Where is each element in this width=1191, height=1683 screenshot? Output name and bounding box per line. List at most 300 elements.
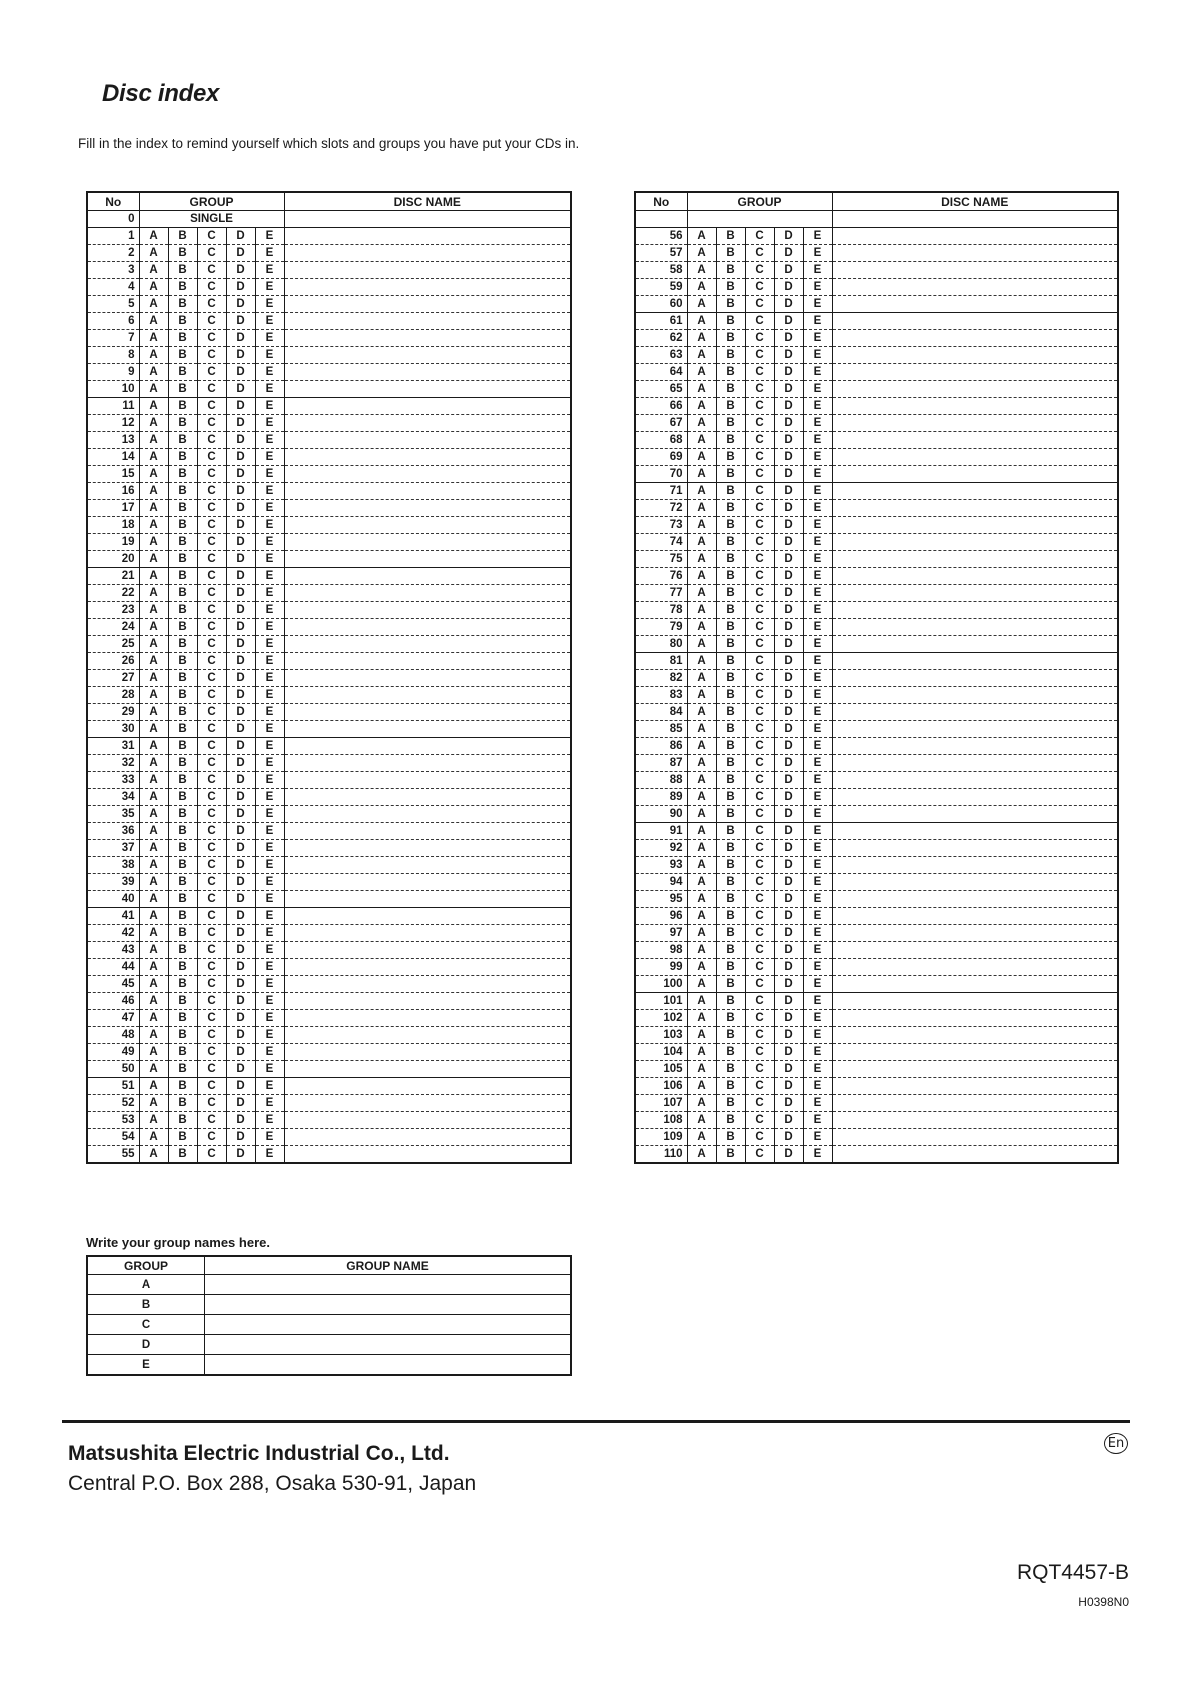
group-option-b[interactable]: B [168,993,197,1010]
group-option-b[interactable]: B [168,1044,197,1061]
disc-name-field[interactable] [832,670,1118,687]
group-option-c[interactable]: C [745,1044,774,1061]
disc-name-field[interactable] [284,874,571,891]
group-option-c[interactable]: C [197,1061,226,1078]
group-option-d[interactable]: D [226,772,255,789]
group-option-a[interactable]: A [687,704,716,721]
group-option-c[interactable]: C [745,381,774,398]
group-option-d[interactable]: D [226,398,255,415]
group-option-e[interactable]: E [803,908,832,925]
group-option-c[interactable]: C [197,1027,226,1044]
group-option-e[interactable]: E [803,789,832,806]
group-option-a[interactable]: A [139,1027,168,1044]
group-option-b[interactable]: B [716,1095,745,1112]
group-option-a[interactable]: A [687,296,716,313]
group-option-d[interactable]: D [226,483,255,500]
group-option-e[interactable]: E [803,857,832,874]
group-option-c[interactable]: C [197,738,226,755]
group-option-d[interactable]: D [226,908,255,925]
group-option-b[interactable]: B [716,959,745,976]
group-option-b[interactable]: B [168,364,197,381]
group-option-c[interactable]: C [197,959,226,976]
group-option-b[interactable]: B [168,636,197,653]
group-option-a[interactable]: A [687,993,716,1010]
group-option-e[interactable]: E [255,959,284,976]
disc-name-field[interactable] [832,959,1118,976]
group-option-e[interactable]: E [255,976,284,993]
group-option-e[interactable]: E [803,517,832,534]
disc-name-field[interactable] [284,891,571,908]
group-option-d[interactable]: D [774,330,803,347]
group-option-d[interactable]: D [226,1078,255,1095]
group-option-c[interactable]: C [745,296,774,313]
group-option-c[interactable]: C [745,500,774,517]
group-option-b[interactable]: B [716,330,745,347]
disc-name-field[interactable] [284,534,571,551]
group-option-b[interactable]: B [716,1078,745,1095]
group-option-c[interactable]: C [745,1112,774,1129]
group-option-e[interactable]: E [803,874,832,891]
group-option-a[interactable]: A [139,806,168,823]
group-option-a[interactable]: A [687,1146,716,1164]
group-option-e[interactable]: E [803,551,832,568]
group-option-a[interactable]: A [687,789,716,806]
group-option-b[interactable]: B [716,279,745,296]
group-option-e[interactable]: E [803,670,832,687]
group-option-d[interactable]: D [774,891,803,908]
group-option-e[interactable]: E [803,1129,832,1146]
group-option-d[interactable]: D [774,670,803,687]
disc-name-field[interactable] [284,1095,571,1112]
group-option-e[interactable]: E [255,466,284,483]
group-option-b[interactable]: B [716,602,745,619]
group-option-d[interactable]: D [226,602,255,619]
group-option-b[interactable]: B [716,568,745,585]
group-option-a[interactable]: A [687,942,716,959]
group-option-c[interactable]: C [197,1010,226,1027]
group-option-a[interactable]: A [687,245,716,262]
group-option-b[interactable]: B [168,619,197,636]
group-option-d[interactable]: D [774,500,803,517]
group-option-c[interactable]: C [745,313,774,330]
group-option-d[interactable]: D [226,823,255,840]
group-option-e[interactable]: E [255,636,284,653]
group-option-a[interactable]: A [687,517,716,534]
disc-name-field[interactable] [832,857,1118,874]
group-option-e[interactable]: E [255,874,284,891]
group-option-a[interactable]: A [687,381,716,398]
disc-name-field[interactable] [284,585,571,602]
disc-name-field[interactable] [284,415,571,432]
disc-name-field[interactable] [832,636,1118,653]
disc-name-field[interactable] [832,347,1118,364]
group-option-b[interactable]: B [168,908,197,925]
group-option-a[interactable]: A [139,1146,168,1164]
group-option-a[interactable]: A [687,1129,716,1146]
group-option-e[interactable]: E [803,925,832,942]
group-option-a[interactable]: A [687,398,716,415]
group-option-e[interactable]: E [803,891,832,908]
group-option-b[interactable]: B [716,585,745,602]
group-option-c[interactable]: C [745,551,774,568]
group-option-e[interactable]: E [255,313,284,330]
group-option-c[interactable]: C [745,772,774,789]
group-option-e[interactable]: E [255,449,284,466]
group-option-a[interactable]: A [687,636,716,653]
group-option-d[interactable]: D [226,585,255,602]
group-option-e[interactable]: E [803,755,832,772]
disc-name-field[interactable] [832,925,1118,942]
group-option-b[interactable]: B [716,823,745,840]
group-option-b[interactable]: B [168,806,197,823]
group-option-d[interactable]: D [774,1129,803,1146]
group-option-c[interactable]: C [745,364,774,381]
group-option-d[interactable]: D [774,1112,803,1129]
group-option-c[interactable]: C [197,500,226,517]
group-option-c[interactable]: C [197,772,226,789]
group-option-a[interactable]: A [687,857,716,874]
group-option-b[interactable]: B [716,262,745,279]
group-option-e[interactable]: E [803,1010,832,1027]
group-option-e[interactable]: E [803,1112,832,1129]
group-option-a[interactable]: A [687,1061,716,1078]
group-option-d[interactable]: D [226,449,255,466]
group-option-a[interactable]: A [687,330,716,347]
group-option-c[interactable]: C [197,1146,226,1164]
group-option-b[interactable]: B [168,245,197,262]
disc-name-field[interactable] [832,738,1118,755]
group-option-e[interactable]: E [255,1095,284,1112]
group-option-a[interactable]: A [139,908,168,925]
disc-name-field[interactable] [832,1129,1118,1146]
group-option-c[interactable]: C [745,823,774,840]
group-option-e[interactable]: E [255,551,284,568]
group-option-c[interactable]: C [745,415,774,432]
group-option-e[interactable]: E [255,1078,284,1095]
group-option-a[interactable]: A [687,262,716,279]
disc-name-field[interactable] [284,772,571,789]
disc-name-field[interactable] [832,262,1118,279]
disc-name-field[interactable] [284,398,571,415]
disc-name-field[interactable] [284,483,571,500]
group-option-b[interactable]: B [168,432,197,449]
group-option-a[interactable]: A [139,1010,168,1027]
group-option-a[interactable]: A [139,245,168,262]
disc-name-field[interactable] [284,381,571,398]
disc-name-field[interactable] [284,1078,571,1095]
group-option-b[interactable]: B [716,857,745,874]
group-option-d[interactable]: D [226,636,255,653]
group-option-d[interactable]: D [774,687,803,704]
group-option-a[interactable]: A [139,1044,168,1061]
group-option-d[interactable]: D [226,891,255,908]
group-option-a[interactable]: A [687,738,716,755]
group-option-a[interactable]: A [687,279,716,296]
group-option-b[interactable]: B [716,364,745,381]
group-option-e[interactable]: E [803,534,832,551]
group-option-a[interactable]: A [139,619,168,636]
group-option-e[interactable]: E [803,653,832,670]
disc-name-field[interactable] [284,347,571,364]
group-option-b[interactable]: B [716,1112,745,1129]
group-option-b[interactable]: B [168,415,197,432]
group-option-e[interactable]: E [803,976,832,993]
disc-name-field[interactable] [832,500,1118,517]
disc-name-field[interactable] [832,568,1118,585]
disc-name-field[interactable] [832,1095,1118,1112]
group-option-a[interactable]: A [139,585,168,602]
group-option-b[interactable]: B [168,1027,197,1044]
group-option-d[interactable]: D [226,279,255,296]
group-option-c[interactable]: C [197,925,226,942]
group-option-a[interactable]: A [139,330,168,347]
group-option-b[interactable]: B [168,942,197,959]
group-option-c[interactable]: C [197,449,226,466]
disc-name-field[interactable] [832,619,1118,636]
group-option-d[interactable]: D [226,517,255,534]
group-option-d[interactable]: D [774,432,803,449]
group-option-b[interactable]: B [716,432,745,449]
group-option-b[interactable]: B [168,1061,197,1078]
group-option-a[interactable]: A [687,908,716,925]
group-option-c[interactable]: C [745,534,774,551]
group-option-a[interactable]: A [139,1061,168,1078]
group-option-c[interactable]: C [197,908,226,925]
disc-name-field[interactable] [832,415,1118,432]
group-option-d[interactable]: D [774,721,803,738]
group-option-e[interactable]: E [255,806,284,823]
group-option-c[interactable]: C [197,330,226,347]
group-option-c[interactable]: C [745,619,774,636]
group-option-c[interactable]: C [197,568,226,585]
group-option-d[interactable]: D [774,262,803,279]
group-option-c[interactable]: C [197,670,226,687]
group-option-b[interactable]: B [716,415,745,432]
group-option-a[interactable]: A [139,993,168,1010]
group-option-c[interactable]: C [197,1095,226,1112]
group-option-b[interactable]: B [716,398,745,415]
group-option-c[interactable]: C [745,585,774,602]
group-option-c[interactable]: C [745,1095,774,1112]
group-option-e[interactable]: E [803,1044,832,1061]
disc-name-field[interactable] [284,517,571,534]
group-option-a[interactable]: A [687,1112,716,1129]
group-option-a[interactable]: A [687,313,716,330]
group-option-e[interactable]: E [803,959,832,976]
group-option-e[interactable]: E [255,262,284,279]
disc-name-field[interactable] [832,908,1118,925]
disc-name-field[interactable] [832,551,1118,568]
group-option-b[interactable]: B [716,228,745,245]
group-option-a[interactable]: A [687,772,716,789]
group-option-a[interactable]: A [139,228,168,245]
group-option-a[interactable]: A [139,942,168,959]
group-option-e[interactable]: E [255,840,284,857]
disc-name-field[interactable] [284,466,571,483]
group-option-e[interactable]: E [803,602,832,619]
group-option-a[interactable]: A [139,738,168,755]
group-option-d[interactable]: D [774,857,803,874]
group-option-c[interactable]: C [745,789,774,806]
group-option-d[interactable]: D [226,755,255,772]
group-option-e[interactable]: E [255,891,284,908]
group-option-c[interactable]: C [745,670,774,687]
group-option-e[interactable]: E [255,1146,284,1164]
group-option-a[interactable]: A [139,449,168,466]
group-option-c[interactable]: C [745,738,774,755]
group-option-e[interactable]: E [803,636,832,653]
disc-name-field[interactable] [284,1044,571,1061]
group-option-d[interactable]: D [226,296,255,313]
group-option-d[interactable]: D [774,704,803,721]
group-option-e[interactable]: E [803,228,832,245]
group-option-e[interactable]: E [255,942,284,959]
group-option-e[interactable]: E [803,1078,832,1095]
group-option-a[interactable]: A [687,619,716,636]
group-option-c[interactable]: C [745,755,774,772]
disc-name-field[interactable] [832,602,1118,619]
group-option-a[interactable]: A [687,432,716,449]
group-option-c[interactable]: C [197,1044,226,1061]
group-option-e[interactable]: E [803,704,832,721]
group-option-a[interactable]: A [687,347,716,364]
group-option-b[interactable]: B [168,976,197,993]
group-option-b[interactable]: B [716,721,745,738]
group-option-e[interactable]: E [255,653,284,670]
group-option-c[interactable]: C [745,1027,774,1044]
group-option-a[interactable]: A [687,806,716,823]
group-option-c[interactable]: C [745,330,774,347]
group-option-d[interactable]: D [226,687,255,704]
group-option-a[interactable]: A [139,534,168,551]
group-option-e[interactable]: E [803,840,832,857]
group-option-a[interactable]: A [687,449,716,466]
disc-name-field[interactable] [284,279,571,296]
group-option-e[interactable]: E [803,1146,832,1164]
group-option-c[interactable]: C [197,517,226,534]
group-option-e[interactable]: E [803,381,832,398]
group-option-d[interactable]: D [226,959,255,976]
group-option-b[interactable]: B [168,330,197,347]
disc-name-field[interactable] [284,755,571,772]
group-option-a[interactable]: A [687,534,716,551]
group-option-e[interactable]: E [255,993,284,1010]
group-option-e[interactable]: E [803,483,832,500]
group-option-b[interactable]: B [716,840,745,857]
group-option-a[interactable]: A [139,483,168,500]
disc-name-field[interactable] [832,874,1118,891]
group-option-d[interactable]: D [226,245,255,262]
group-option-b[interactable]: B [168,313,197,330]
group-option-a[interactable]: A [139,755,168,772]
group-option-e[interactable]: E [255,755,284,772]
group-option-d[interactable]: D [774,806,803,823]
group-option-c[interactable]: C [745,1078,774,1095]
group-option-e[interactable]: E [803,279,832,296]
group-option-d[interactable]: D [774,534,803,551]
disc-name-field[interactable] [832,721,1118,738]
group-option-c[interactable]: C [197,313,226,330]
group-option-b[interactable]: B [716,738,745,755]
group-option-d[interactable]: D [226,942,255,959]
group-option-e[interactable]: E [255,279,284,296]
group-option-d[interactable]: D [226,993,255,1010]
group-option-c[interactable]: C [745,857,774,874]
group-option-a[interactable]: A [139,1129,168,1146]
group-option-d[interactable]: D [774,551,803,568]
group-option-b[interactable]: B [716,789,745,806]
group-option-b[interactable]: B [168,857,197,874]
group-option-e[interactable]: E [803,347,832,364]
group-option-c[interactable]: C [197,755,226,772]
group-option-a[interactable]: A [687,228,716,245]
group-option-d[interactable]: D [226,466,255,483]
disc-name-field[interactable] [832,585,1118,602]
group-option-a[interactable]: A [139,517,168,534]
group-option-e[interactable]: E [255,364,284,381]
group-option-c[interactable]: C [197,381,226,398]
group-option-b[interactable]: B [716,687,745,704]
group-option-a[interactable]: A [687,364,716,381]
disc-name-field[interactable] [832,687,1118,704]
group-option-d[interactable]: D [774,568,803,585]
group-option-d[interactable]: D [226,874,255,891]
group-option-d[interactable]: D [226,704,255,721]
disc-name-field[interactable] [832,653,1118,670]
group-option-d[interactable]: D [774,296,803,313]
group-option-d[interactable]: D [774,364,803,381]
group-option-b[interactable]: B [168,789,197,806]
disc-name-field[interactable] [284,721,571,738]
group-option-b[interactable]: B [168,500,197,517]
group-option-e[interactable]: E [255,517,284,534]
group-option-c[interactable]: C [745,483,774,500]
group-option-c[interactable]: C [745,976,774,993]
group-option-a[interactable]: A [139,381,168,398]
disc-name-field[interactable] [284,1027,571,1044]
group-option-c[interactable]: C [197,245,226,262]
group-option-d[interactable]: D [226,568,255,585]
group-option-b[interactable]: B [716,891,745,908]
disc-name-field[interactable] [832,432,1118,449]
group-option-c[interactable]: C [197,704,226,721]
group-option-b[interactable]: B [168,517,197,534]
group-option-c[interactable]: C [745,959,774,976]
group-option-b[interactable]: B [716,1061,745,1078]
group-option-d[interactable]: D [774,755,803,772]
group-option-c[interactable]: C [745,517,774,534]
group-option-b[interactable]: B [168,1010,197,1027]
group-option-e[interactable]: E [803,738,832,755]
group-option-d[interactable]: D [774,925,803,942]
group-option-b[interactable]: B [168,483,197,500]
group-option-e[interactable]: E [255,347,284,364]
group-option-b[interactable]: B [716,806,745,823]
disc-name-field[interactable] [832,381,1118,398]
group-option-b[interactable]: B [716,772,745,789]
group-option-e[interactable]: E [255,534,284,551]
group-option-d[interactable]: D [226,857,255,874]
disc-name-field[interactable] [284,551,571,568]
group-option-c[interactable]: C [197,687,226,704]
group-option-a[interactable]: A [687,466,716,483]
group-option-d[interactable]: D [226,1129,255,1146]
group-option-e[interactable]: E [803,721,832,738]
group-option-a[interactable]: A [139,1112,168,1129]
group-option-d[interactable]: D [774,347,803,364]
group-option-b[interactable]: B [716,925,745,942]
group-option-b[interactable]: B [716,1010,745,1027]
